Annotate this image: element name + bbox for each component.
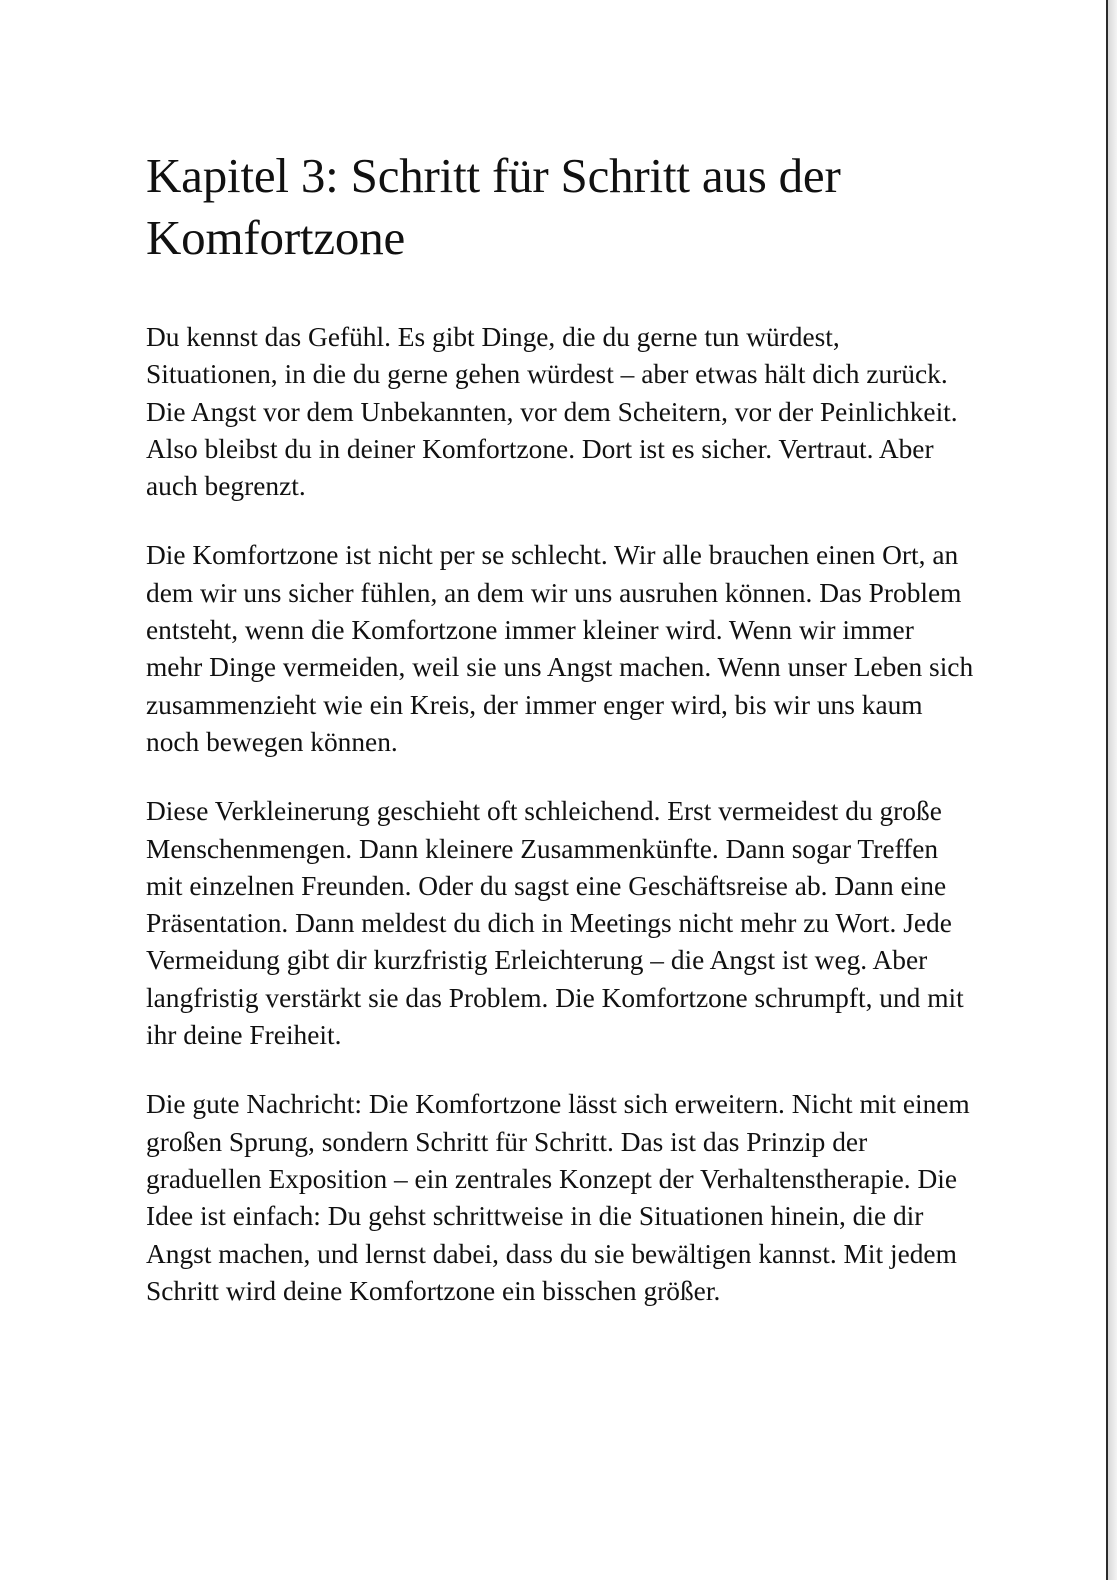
paragraph-1: Du kennst das Gefühl. Es gibt Dinge, die du gerne tun würdest, Situationen, in die du gerne gehen würdest – aber etwas hält dich zurück. Die Angst vor dem Unbekannten, vor dem Scheitern, vor der Peinlichkeit. Also bleibst du in deiner Komfortzone. Dort ist es sicher. Vertraut. Aber auch begrenzt.: [146, 322, 958, 502]
page-edge: [1108, 0, 1117, 1580]
chapter-title: Kapitel 3: Schritt für Schritt aus der Komfortzone: [146, 148, 841, 265]
paragraph-4: Die gute Nachricht: Die Komfortzone lässt sich erweitern. Nicht mit einem großen Sprung, sondern Schritt für Schritt. Das ist das Prinzip der graduellen Exposition – ein zentrales Konzept der Verhaltenstherapie. Die Idee ist einfach: Du gehst schrittweise in die Situationen hinein, die dir Angst machen, und lernst dabei, dass du sie bewältigen kannst. Mit jedem Schritt wird deine Komfortzone ein bisschen größer.: [146, 1089, 970, 1306]
paragraph-2: Die Komfortzone ist nicht per se schlecht. Wir alle brauchen einen Ort, an dem wir uns sicher fühlen, an dem wir uns ausruhen können. Das Problem entsteht, wenn die Komfortzone immer kleiner wird. Wenn wir immer mehr Dinge vermeiden, weil sie uns Angst machen. Wenn unser Leben sich zusammenzieht wie ein Kreis, der immer enger wird, bis wir uns kaum noch bewegen können.: [146, 540, 974, 757]
paragraph-3: Diese Verkleinerung geschieht oft schleichend. Erst vermeidest du große Menschenmengen. Dann kleinere Zusammenkünfte. Dann sogar Treffen mit einzelnen Freunden. Oder du sagst eine Geschäftsreise ab. Dann eine Präsentation. Dann meldest du dich in Meetings nicht mehr zu Wort. Jede Vermeidung gibt dir kurzfristig Erleichterung – die Angst ist weg. Aber langfristig verstärkt sie das Problem. Die Komfortzone schrumpft, und mit ihr deine Freiheit.: [146, 796, 964, 1051]
page-content: [146, 145, 976, 1342]
